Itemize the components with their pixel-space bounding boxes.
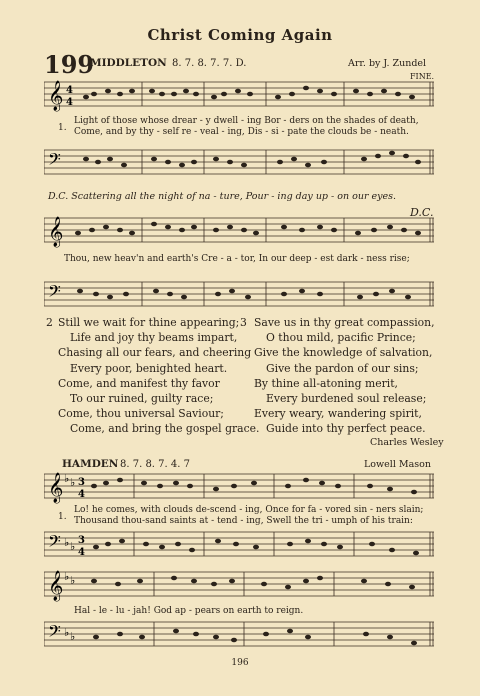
- dc-lyric-line: [48, 191, 396, 202]
- lyric-line2: Scattering all the night of na - ture, Pour - ing day up - on our eyes.: [71, 191, 397, 202]
- verse-line: Come, and bring the gospel grace.: [70, 422, 260, 436]
- verse-line: Save us in thy great compassion,: [254, 316, 435, 329]
- verse-line: Still we wait for thine appearing;: [58, 316, 240, 329]
- author: Charles Wesley: [370, 437, 444, 448]
- verse-line: Come, and manifest thy favor: [58, 376, 220, 390]
- bass-clef-icon: 𝄢: [48, 281, 61, 305]
- svg-text:♭: ♭: [64, 626, 70, 639]
- page-number: 196: [231, 658, 249, 668]
- svg-text:♭: ♭: [70, 476, 76, 489]
- treble-clef-icon: 𝄞: [48, 81, 64, 111]
- verse-3-number: 3: [240, 316, 247, 329]
- lyric-text: Light of those whose drear - y dwell - ing Bor - ders on the shades of death,: [74, 116, 419, 126]
- treble-clef-icon: 𝄞: [48, 217, 64, 247]
- svg-text:♭: ♭: [70, 540, 76, 553]
- verse-line: To our ruined, guilty race;: [70, 392, 214, 406]
- svg-text:4: 4: [78, 489, 85, 500]
- tune-name: MIDDLETON: [90, 57, 167, 69]
- svg-text:♭: ♭: [70, 574, 76, 587]
- svg-text:♭: ♭: [64, 570, 70, 583]
- lyric-verse1-line1b: Come, and by thy - self re - veal - ing, Dis - si - pate the clouds be - neath.: [74, 127, 409, 137]
- meter: 8. 7. 8. 7. 7. D.: [172, 58, 247, 69]
- hamden-bass-staff: [44, 528, 436, 562]
- verse-number: 1.: [58, 512, 67, 522]
- lyric-text: Lo! he comes, with clouds de-scend - ing, Once for fa - vored sin - ners slain;: [74, 505, 424, 515]
- bass-staff: [44, 146, 436, 180]
- svg-text:4: 4: [78, 547, 85, 558]
- treble-clef-icon: 𝄞: [48, 473, 64, 503]
- meter-hamden: 8. 7. 8. 7. 4. 7: [120, 459, 190, 470]
- verse-line: Come, thou universal Saviour;: [58, 407, 224, 421]
- svg-text:3: 3: [78, 477, 85, 488]
- composer: Lowell Mason: [364, 459, 431, 470]
- verse-line: Chasing all our fears, and cheering: [58, 346, 252, 360]
- bass-staff-2: [44, 278, 436, 312]
- verse-line: Give the pardon of our sins;: [266, 361, 419, 375]
- hamden-bass-staff-2: [44, 618, 436, 652]
- verse-line: Give the knowledge of salvation,: [254, 346, 433, 360]
- dc-label: D.C.: [48, 191, 69, 202]
- dc-marking: D.C.: [410, 206, 434, 219]
- verse-line: O thou mild, pacific Prince;: [266, 331, 416, 345]
- lyric-line3: Thou, new heav'n and earth's Cre - a - tor, In our deep - est dark - ness rise;: [64, 254, 410, 264]
- hamden-treble-staff: [44, 470, 436, 504]
- svg-text:4: 4: [66, 97, 73, 108]
- hamden-line2: Hal - le - lu - jah! God ap - pears on earth to reign.: [74, 606, 304, 616]
- svg-text:♭: ♭: [64, 536, 70, 549]
- verse-3: [240, 315, 435, 437]
- bass-clef-icon: 𝄢: [48, 621, 61, 645]
- bass-clef-icon: 𝄢: [48, 149, 61, 173]
- verse-line: By thine all-atoning merit,: [254, 376, 398, 390]
- verse-line: Life and joy thy beams impart,: [70, 331, 238, 345]
- fine-marking: FINE.: [410, 72, 435, 81]
- page-title: Christ Coming Again: [147, 26, 333, 44]
- treble-clef-icon: 𝄞: [48, 571, 64, 601]
- verse-2: [46, 315, 259, 437]
- svg-text:♭: ♭: [70, 630, 76, 643]
- verse-line: Guide into thy perfect peace.: [266, 422, 426, 436]
- bass-clef-icon: 𝄢: [48, 531, 61, 555]
- treble-staff: [44, 80, 436, 114]
- verse-number: 1.: [58, 123, 67, 133]
- hamden-verse1-line1b: Thousand thou-sand saints at - tend - ing, Swell the tri - umph of his train:: [74, 516, 413, 526]
- verse-line: Every weary, wandering spirit,: [254, 407, 422, 421]
- treble-staff-2: [44, 214, 436, 248]
- verse-line: Every burdened soul release;: [266, 392, 427, 406]
- arranger: Arr. by J. Zundel: [348, 58, 427, 69]
- svg-text:3: 3: [78, 535, 85, 546]
- tune-name-hamden: HAMDEN: [62, 458, 119, 470]
- verse-line: Every poor, benighted heart.: [70, 361, 228, 375]
- svg-text:4: 4: [66, 85, 73, 96]
- verse-2-number: 2: [46, 316, 53, 329]
- hymn-number: 199: [44, 50, 95, 79]
- svg-text:♭: ♭: [64, 472, 70, 485]
- hamden-treble-staff-2: [44, 568, 436, 602]
